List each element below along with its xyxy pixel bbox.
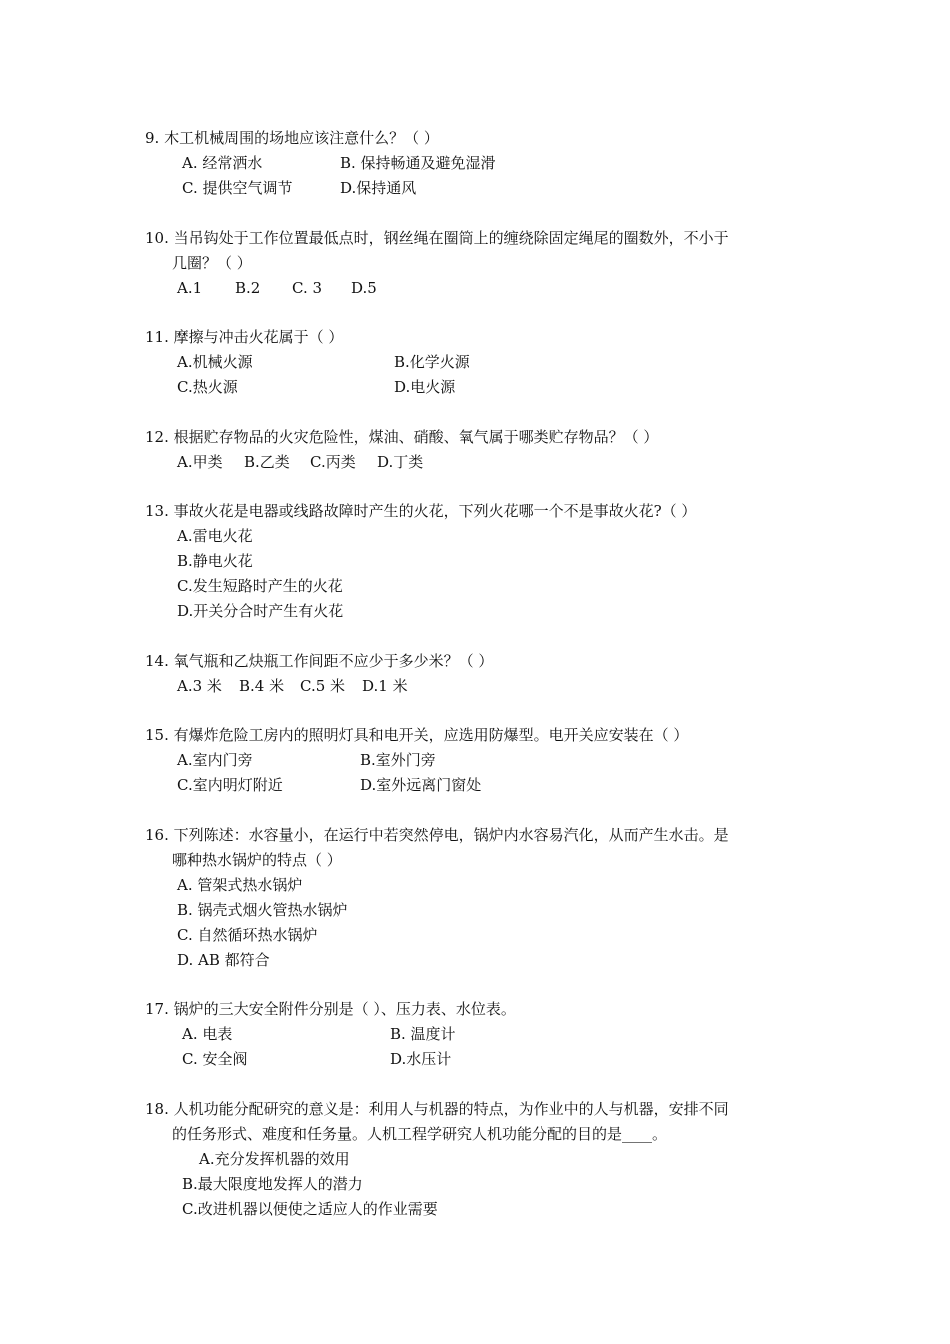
answer-option: C.丙类	[310, 453, 356, 471]
answer-option: C.发生短路时产生的火花	[177, 577, 343, 595]
answer-option: B.4 米	[239, 677, 285, 695]
answer-option: D. AB 都符合	[177, 951, 270, 969]
answer-option: A.机械火源	[177, 353, 253, 371]
answer-option: C. 自然循环热水锅炉	[177, 926, 318, 944]
answer-option: C.改进机器以便使之适应人的作业需要	[182, 1200, 438, 1218]
answer-option: C. 安全阀	[182, 1050, 248, 1068]
question-stem-line: 16. 下列陈述：水容量小，在运行中若突然停电，锅炉内水容易汽化，从而产生水击。是	[145, 826, 729, 844]
answer-option: A. 管架式热水锅炉	[177, 876, 303, 894]
answer-option: C. 提供空气调节	[182, 179, 293, 197]
question-stem-line: 15. 有爆炸危险工房内的照明灯具和电开关，应选用防爆型。电开关应安装在（ ）	[145, 726, 689, 744]
answer-option: A.充分发挥机器的效用	[199, 1150, 350, 1168]
question-stem-line: 9. 木工机械周围的场地应该注意什么？（ ）	[145, 129, 439, 147]
answer-option: A.3 米	[177, 677, 222, 695]
answer-option: B.化学火源	[394, 353, 470, 371]
answer-option: D.室外远离门窗处	[360, 776, 482, 794]
answer-option: B. 温度计	[390, 1025, 456, 1043]
answer-option: B.2	[235, 279, 261, 297]
answer-option: D.丁类	[377, 453, 424, 471]
answer-option: D.1 米	[362, 677, 408, 695]
answer-option: A.1	[177, 279, 203, 297]
answer-option: A.室内门旁	[177, 751, 253, 769]
answer-option: A. 经常洒水	[182, 154, 263, 172]
answer-option: B. 保持畅通及避免湿滑	[340, 154, 496, 172]
question-stem-line: 12. 根据贮存物品的火灾危险性，煤油、硝酸、氧气属于哪类贮存物品？（ ）	[145, 428, 659, 446]
answer-option: C.5 米	[300, 677, 346, 695]
answer-option: D.5	[351, 279, 377, 297]
answer-option: C. 3	[292, 279, 323, 297]
question-stem-line: 几圈？（ ）	[172, 254, 252, 272]
question-stem-line: 10. 当吊钩处于工作位置最低点时，钢丝绳在圈筒上的缠绕除固定绳尾的圈数外，不小于	[145, 229, 729, 247]
question-stem-line: 13. 事故火花是电器或线路故障时产生的火花，下列火花哪一个不是事故火花?（ ）	[145, 502, 697, 520]
answer-option: A. 电表	[182, 1025, 233, 1043]
answer-option: B.最大限度地发挥人的潜力	[182, 1175, 363, 1193]
answer-option: A.甲类	[177, 453, 223, 471]
answer-option: B.静电火花	[177, 552, 253, 570]
question-stem-line: 17. 锅炉的三大安全附件分别是（ ）、压力表、水位表。	[145, 1000, 516, 1018]
question-stem-line: 14. 氧气瓶和乙炔瓶工作间距不应少于多少米？（ ）	[145, 652, 494, 670]
question-stem-line: 11. 摩擦与冲击火花属于（ ）	[145, 328, 344, 346]
answer-option: C.热火源	[177, 378, 238, 396]
question-stem-line: 18. 人机功能分配研究的意义是：利用人与机器的特点，为作业中的人与机器，安排不同	[145, 1100, 729, 1118]
question-stem-line: 的任务形式、难度和任务量。人机工程学研究人机功能分配的目的是____。	[172, 1125, 668, 1143]
answer-option: D.保持通风	[340, 179, 417, 197]
answer-option: D.电火源	[394, 378, 456, 396]
answer-option: A.雷电火花	[177, 527, 253, 545]
answer-option: B. 锅壳式烟火管热水锅炉	[177, 901, 348, 919]
question-stem-line: 哪种热水锅炉的特点（ ）	[172, 851, 342, 869]
answer-option: B.室外门旁	[360, 751, 436, 769]
answer-option: C.室内明灯附近	[177, 776, 283, 794]
answer-option: D.水压计	[390, 1050, 452, 1068]
answer-option: B.乙类	[244, 453, 290, 471]
answer-option: D.开关分合时产生有火花	[177, 602, 344, 620]
